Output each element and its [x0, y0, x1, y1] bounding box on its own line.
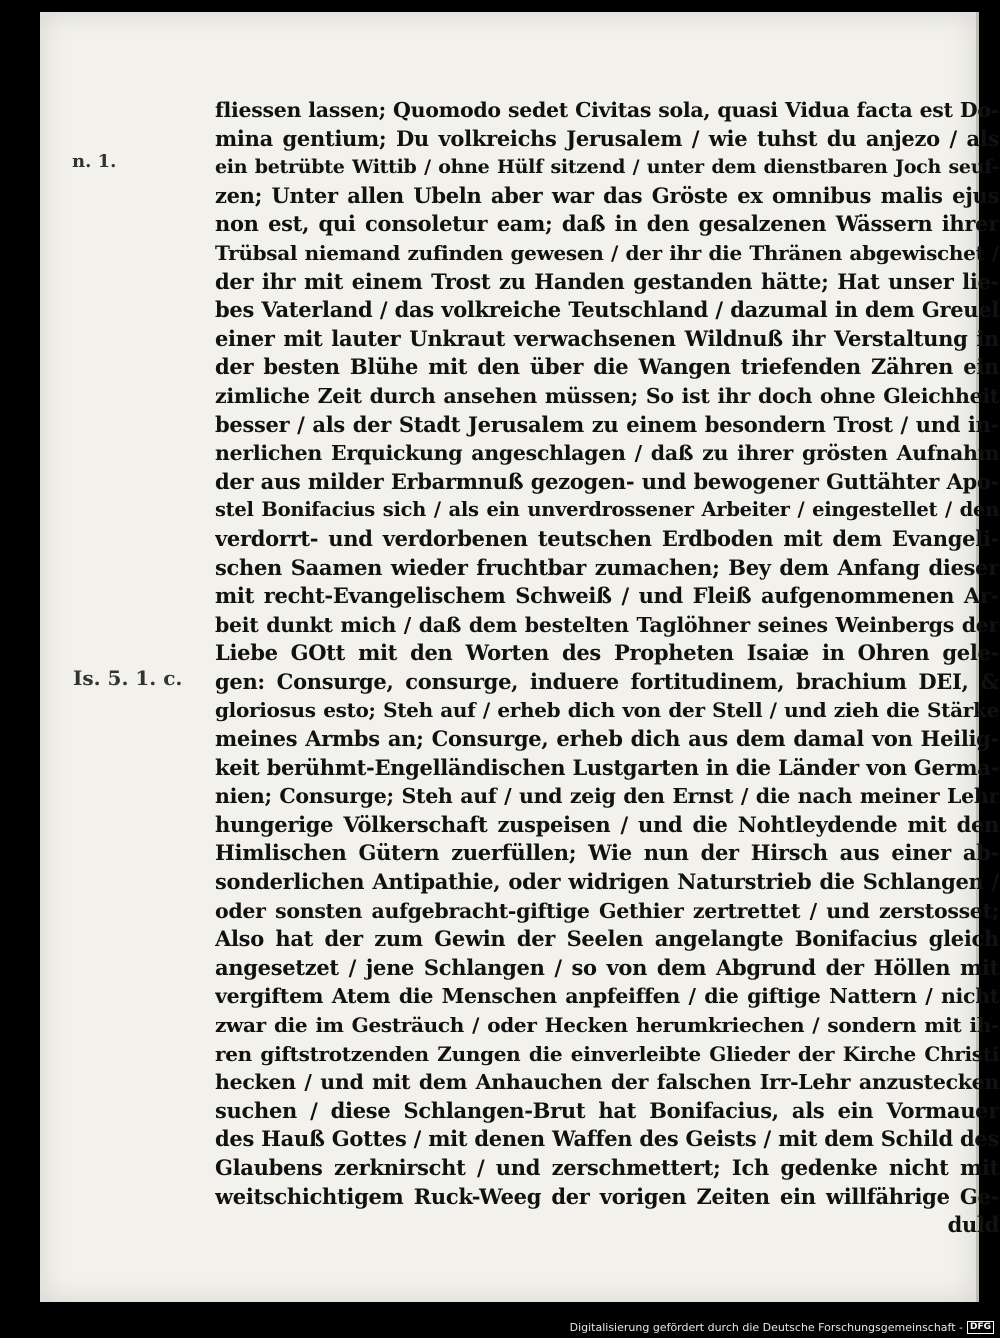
- text-line: non est, qui consoletur eam; daß in den gesalzenen Wässern ihrer: [215, 211, 999, 237]
- text-line: einer mit lauter Unkraut verwachsenen Wildnuß ihr Verstaltung in: [215, 325, 999, 351]
- text-line: Himlischen Gütern zuerfüllen; Wie nun der Hirsch aus einer ab-: [215, 840, 999, 866]
- text-line: angesetzet / jene Schlangen / so von dem Abgrund der Höllen mit: [215, 954, 999, 980]
- text-line: Glaubens zerknirscht / und zerschmettert; Ich gedenke nicht mit: [215, 1154, 999, 1180]
- text-line: Liebe GOtt mit den Worten des Propheten Isaiæ in Ohren gele-: [215, 640, 999, 666]
- text-line: weitschichtigem Ruck-Weeg der vorigen Zeiten ein willfährige Ge-: [215, 1183, 999, 1209]
- text-line: besser / als der Stadt Jerusalem zu einem besondern Trost / und in-: [215, 411, 999, 437]
- footer: [570, 1321, 994, 1334]
- text-line: stel Bonifacius sich / als ein unverdrossener Arbeiter / eingestellet / den: [215, 498, 999, 522]
- text-line: keit berühmt-Engelländischen Lustgarten in die Länder von Germa-: [215, 754, 999, 780]
- text-line: der besten Blühe mit den über die Wangen triefenden Zähren ein: [215, 354, 999, 380]
- text-line: zwar die im Gesträuch / oder Hecken herumkriechen / sondern mit ih-: [215, 1013, 999, 1037]
- text-line: bes Vaterland / das volkreiche Teutschland / dazumal in dem Greuel: [215, 297, 999, 323]
- text-line: beit dunkt mich / daß dem bestelten Taglöhner seines Weinbergs der: [215, 612, 999, 637]
- text-line: nerlichen Erquickung angeschlagen / daß zu ihrer grösten Aufnahm: [215, 441, 999, 466]
- margin-note-1: n. 1.: [72, 151, 117, 172]
- text-line: der ihr mit einem Trost zu Handen gestanden hätte; Hat unser lie-: [215, 268, 999, 294]
- text-line: der aus milder Erbarmnuß gezogen- und bewogener Guttähter Apo-: [215, 468, 999, 494]
- margin-note-2: Is. 5. 1. c.: [73, 666, 183, 690]
- scanned-page: [40, 12, 999, 1302]
- text-line: vergiftem Atem die Menschen anpfeiffen / die giftige Nattern / nicht: [215, 984, 999, 1009]
- footer-credit: Digitalisierung gefördert durch die Deutsche Forschungsgemeinschaft -: [569, 1321, 963, 1334]
- text-line: mit recht-Evangelischem Schweiß / und Fleiß aufgenommenen Ar-: [215, 583, 999, 609]
- text-line: zimliche Zeit durch ansehen müssen; So ist ihr doch ohne Gleichheit: [215, 383, 999, 408]
- text-line: schen Saamen wieder fruchtbar zumachen; Bey dem Anfang dieser: [215, 554, 999, 580]
- text-line: ren giftstrotzenden Zungen die einverleibte Glieder der Kirche Christi: [215, 1041, 999, 1066]
- text-line: mina gentium; Du volkreichs Jerusalem / wie tuhst du anjezo / als: [215, 125, 999, 151]
- text-line: fliessen lassen; Quomodo sedet Civitas sola, quasi Vidua facta est Do-: [215, 98, 999, 122]
- text-line: Trübsal niemand zufinden gewesen / der ihr die Thränen abgewischet /: [215, 240, 999, 265]
- dfg-logo: DFG: [967, 1321, 994, 1334]
- text-line: hecken / und mit dem Anhauchen der falschen Irr-Lehr anzustecken: [215, 1070, 999, 1095]
- text-line: oder sonsten aufgebracht-giftige Gethier zertrettet / und zerstosset;: [215, 898, 999, 923]
- text-line: zen; Unter allen Ubeln aber war das Gröste ex omnibus malis ejus: [215, 182, 999, 208]
- text-line: duld: [947, 1212, 999, 1238]
- text-line: meines Armbs an; Consurge, erheb dich aus dem damal von Heilig-: [215, 726, 999, 752]
- text-line: verdorrt- und verdorbenen teutschen Erdboden mit dem Evangeli-: [215, 525, 999, 551]
- text-line: ein betrübte Wittib / ohne Hülf sitzend / unter dem dienstbaren Joch seuf-: [215, 156, 999, 179]
- body-text: [215, 96, 999, 1240]
- text-line: suchen / diese Schlangen-Brut hat Bonifacius, als ein Vormauer: [215, 1097, 999, 1123]
- text-line: Also hat der zum Gewin der Seelen angelangte Bonifacius gleich: [215, 926, 999, 952]
- text-line: nien; Consurge; Steh auf / und zeig den Ernst / die nach meiner Lehr: [215, 784, 999, 809]
- text-line: des Hauß Gottes / mit denen Waffen des Geists / mit dem Schild des: [215, 1126, 999, 1152]
- text-line: gloriosus esto; Steh auf / erheb dich von der Stell / und zieh die Stärke: [215, 698, 999, 723]
- text-line: sonderlichen Antipathie, oder widrigen Naturstrieb die Schlangen /: [215, 869, 999, 895]
- text-line: gen: Consurge, consurge, induere fortitudinem, brachium DEI, &: [215, 668, 999, 694]
- text-line: hungerige Völkerschaft zuspeisen / und die Nohtleydende mit den: [215, 811, 999, 837]
